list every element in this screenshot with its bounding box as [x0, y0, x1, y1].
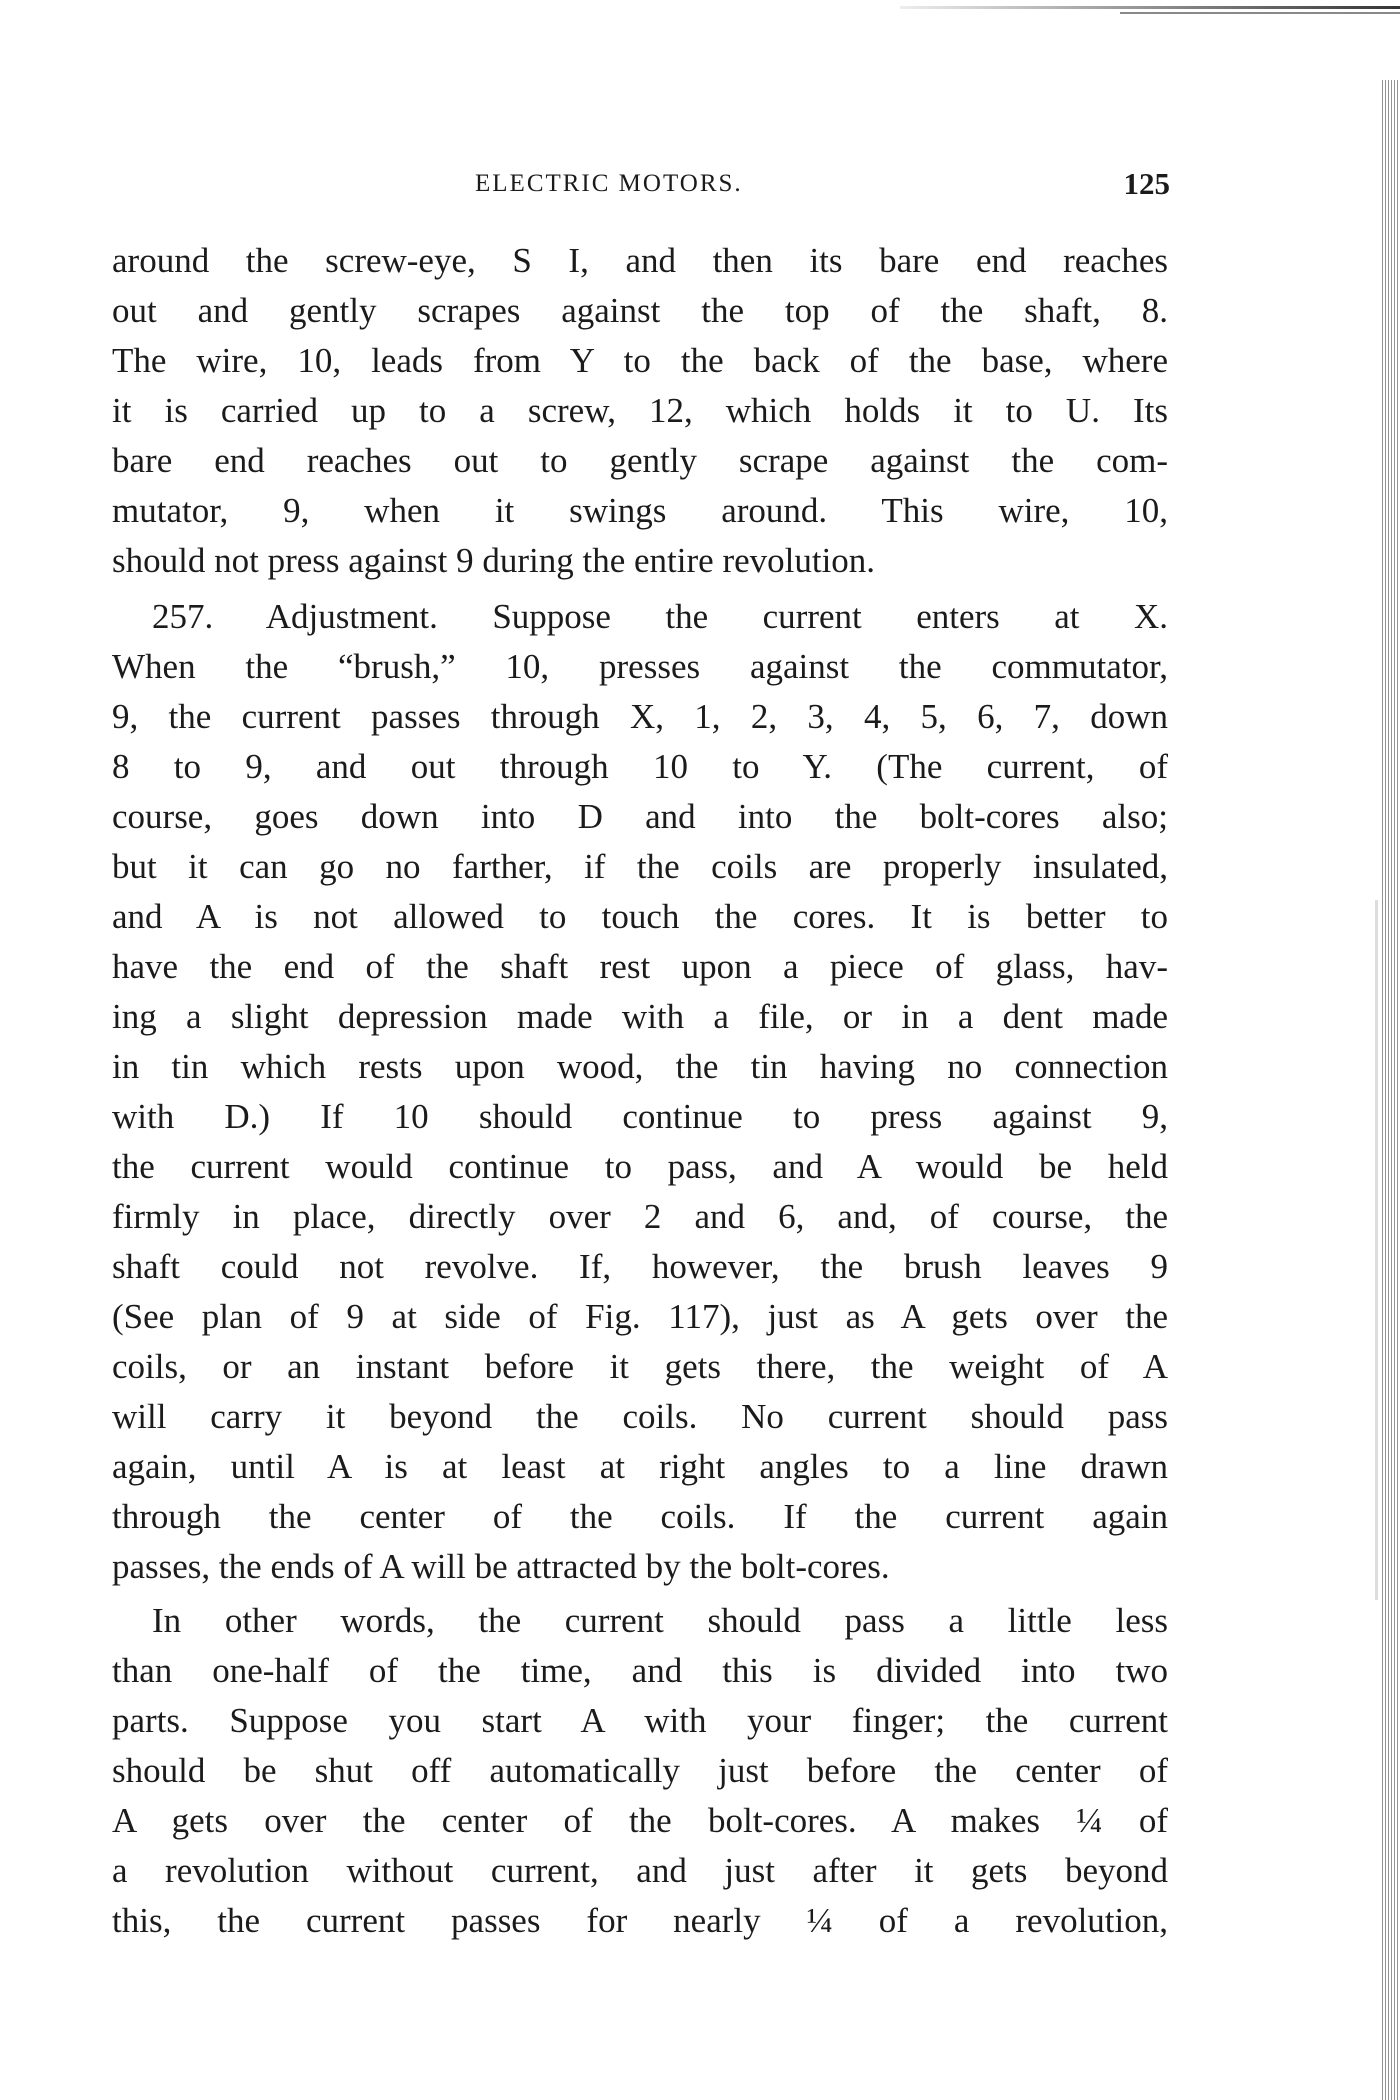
section-heading-line: 257. Adjustment. Suppose the current enters at X.: [152, 597, 1168, 636]
scan-edge-rule: [900, 6, 1400, 9]
page-number: 125: [1123, 166, 1170, 201]
text-line: a revolution without current, and just after it gets beyond: [112, 1851, 1168, 1890]
running-head-title: ELECTRIC MOTORS.: [475, 170, 743, 197]
text-line: When the “brush,” 10, presses against the commutator,: [112, 647, 1168, 686]
binding-gutter-fade: [1375, 900, 1378, 1600]
text-line: The wire, 10, leads from Y to the back of the base, where: [112, 341, 1168, 380]
text-line: course, goes down into D and into the bolt-cores also;: [112, 797, 1168, 836]
text-line: coils, or an instant before it gets there, the weight of A: [112, 1347, 1168, 1386]
text-line: with D.) If 10 should continue to press against 9,: [112, 1097, 1168, 1136]
text-line: passes, the ends of A will be attracted by the bolt-cores.: [112, 1547, 890, 1586]
binding-gutter-shadow: [1382, 80, 1400, 2100]
body-text: [112, 236, 1168, 1946]
text-line: In other words, the current should pass a little less: [152, 1601, 1168, 1640]
text-line: 9, the current passes through X, 1, 2, 3, 4, 5, 6, 7, down: [112, 697, 1168, 736]
text-line: the current would continue to pass, and A would be held: [112, 1147, 1168, 1186]
text-line: it is carried up to a screw, 12, which holds it to U. Its: [112, 391, 1168, 430]
text-line: in tin which rests upon wood, the tin having no connection: [112, 1047, 1168, 1086]
text-line: mutator, 9, when it swings around. This wire, 10,: [112, 491, 1168, 530]
text-line: firmly in place, directly over 2 and 6, and, of course, the: [112, 1197, 1168, 1236]
text-line: ing a slight depression made with a file, or in a dent made: [112, 997, 1168, 1036]
text-line: bare end reaches out to gently scrape against the com-: [112, 441, 1168, 480]
text-line: will carry it beyond the coils. No current should pass: [112, 1397, 1168, 1436]
text-line: than one-half of the time, and this is divided into two: [112, 1651, 1168, 1690]
running-head: [110, 166, 1170, 220]
text-line: (See plan of 9 at side of Fig. 117), just as A gets over the: [112, 1297, 1168, 1336]
text-line: again, until A is at least at right angles to a line drawn: [112, 1447, 1168, 1486]
text-line: out and gently scrapes against the top of the shaft, 8.: [112, 291, 1168, 330]
text-line: through the center of the coils. If the current again: [112, 1497, 1168, 1536]
text-line: A gets over the center of the bolt-cores. A makes ¼ of: [112, 1801, 1168, 1840]
text-line: have the end of the shaft rest upon a piece of glass, hav-: [112, 947, 1168, 986]
text-line: should be shut off automatically just before the center of: [112, 1751, 1168, 1790]
text-line: but it can go no farther, if the coils are properly insulated,: [112, 847, 1168, 886]
text-line: should not press against 9 during the entire revolution.: [112, 541, 876, 580]
text-line: 8 to 9, and out through 10 to Y. (The current, of: [112, 747, 1168, 786]
text-line: parts. Suppose you start A with your finger; the current: [112, 1701, 1168, 1740]
text-line: around the screw-eye, S I, and then its bare end reaches: [112, 241, 1168, 280]
scan-edge-rule-secondary: [1120, 12, 1400, 14]
text-line: this, the current passes for nearly ¼ of a revolution,: [112, 1901, 1168, 1940]
text-line: and A is not allowed to touch the cores. It is better to: [112, 897, 1168, 936]
text-line: shaft could not revolve. If, however, the brush leaves 9: [112, 1247, 1168, 1286]
